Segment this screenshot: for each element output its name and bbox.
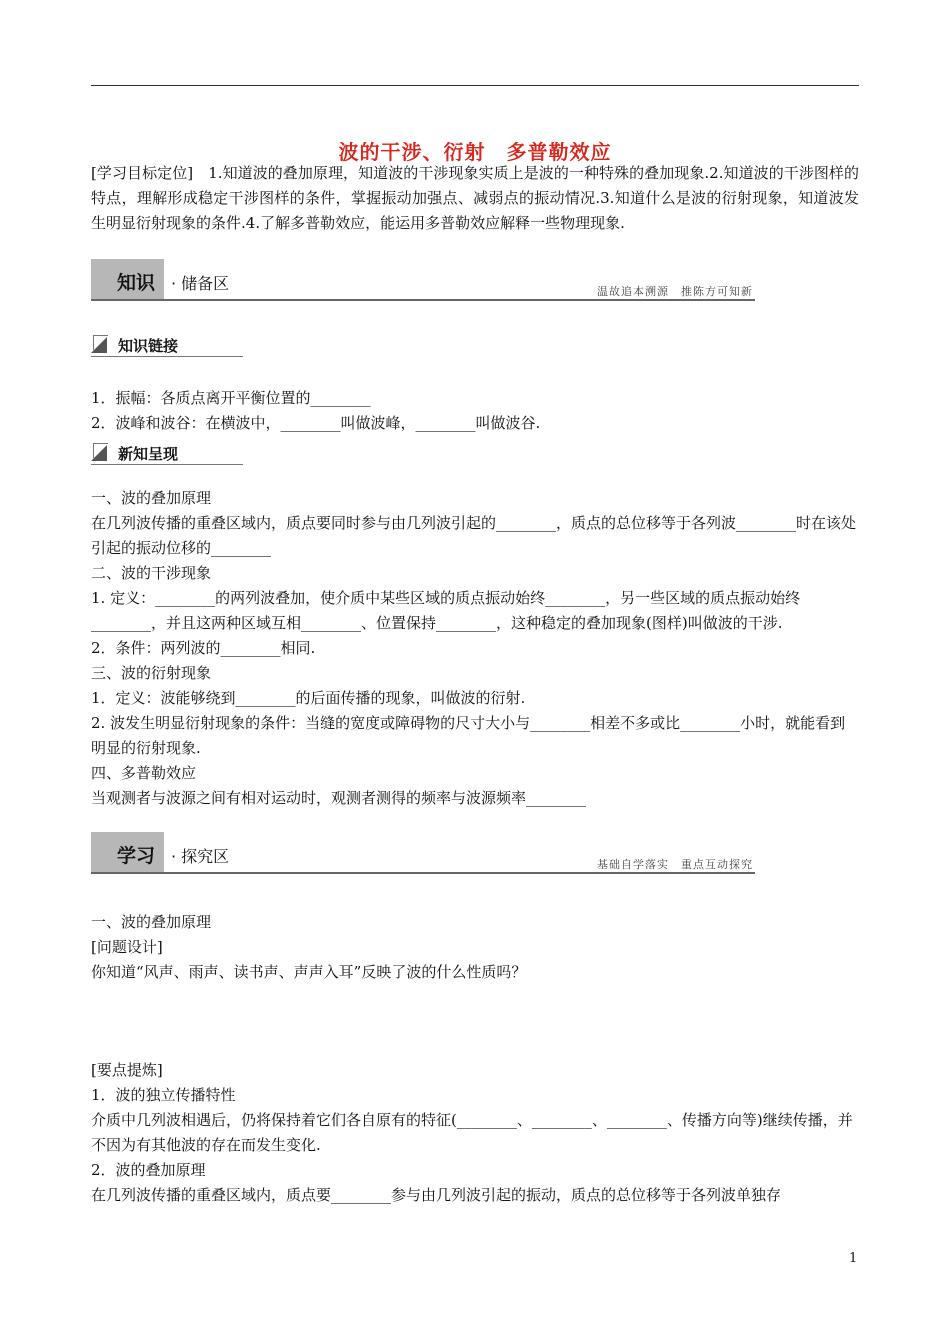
new-paragraph: 当观测者与波源之间有相对运动时，观测者测得的频率与波源频率________	[91, 789, 587, 807]
banner-tag: 基础自学落实 重点互动探究	[597, 858, 753, 871]
new-heading-2: 二、波的干涉现象	[91, 564, 212, 582]
new-heading-4: 四、多普勒效应	[91, 764, 197, 782]
new-heading-3: 三、波的衍射现象	[91, 664, 212, 682]
banner-subtitle: · 储备区	[171, 274, 230, 293]
page-title: 波的干涉、衍射 多普勒效应	[338, 140, 612, 164]
new-heading-1: 一、波的叠加原理	[91, 489, 212, 507]
new-paragraph: 在几列波传播的重叠区域内，质点要同时参与由几列波引起的________，质点的总位移等于各列波________时在该处引起的振动位移的________	[91, 514, 857, 557]
banner-subtitle: · 探究区	[171, 847, 230, 866]
new-paragraph: 1．定义：波能够绕到________的后面传播的现象，叫做波的衍射.	[91, 689, 526, 707]
banner-rule	[91, 299, 755, 301]
point-paragraph: 介质中几列波相遇后，仍将保持着它们各自原有的特征(________、________、________、传播方向等)继续传播，并不因为有其他波的存在而发生变化.	[91, 1111, 853, 1154]
learning-goal: [学习目标定位] 1.知道波的叠加原理，知道波的干涉现象实质上是波的一种特殊的叠加现象.2.知道波的干涉图样的特点，理解形成稳定干涉图样的条件，掌握振动加强点、减弱点的振动情况.3.知道什么是波的衍射现象，知道波发生明显衍射现象的条件.4.了解多普勒效应，能运用多普勒效应解释一些物理现象.	[91, 164, 859, 232]
point-heading-1: 1．波的独立传播特性	[91, 1086, 236, 1104]
section-banner-explore	[91, 832, 755, 874]
point-paragraph: 在几列波传播的重叠区域内，质点要________参与由几列波引起的振动，质点的总位移等于各列波单独存	[91, 1186, 782, 1204]
section-banner-knowledge	[91, 259, 755, 301]
header-rule	[91, 85, 859, 86]
link-item-2: 2．波峰和波谷：在横波中，________叫做波峰，________叫做波谷.	[91, 414, 541, 432]
banner-title: 学习	[117, 845, 156, 867]
banner-tag: 温故追本溯源 推陈方可知新	[597, 285, 753, 298]
point-heading-2: 2．波的叠加原理	[91, 1161, 206, 1179]
new-paragraph: 2．条件：两列波的________相同.	[91, 639, 316, 657]
page-number: 1	[849, 1251, 858, 1266]
subhead-label: 新知呈现	[118, 445, 179, 463]
triangle-icon	[91, 445, 107, 461]
new-paragraph: 2. 波发生明显衍射现象的条件：当缝的宽度或障碍物的尺寸大小与________相差不多或比________小时，就能看到明显的衍射现象.	[91, 714, 846, 757]
new-paragraph: 1. 定义：________的两列波叠加，使介质中某些区域的质点振动始终________，另一些区域的质点振动始终________，并且这两种区域互相________、位置保持________，这种稳定的叠加现象(图样)叫做波的干涉.	[91, 589, 801, 632]
subhead-new-knowledge	[91, 443, 243, 467]
explore-heading: 一、波的叠加原理	[91, 913, 212, 931]
link-item-1: 1．振幅：各质点离开平衡位置的________	[91, 389, 371, 407]
subhead-rule	[91, 464, 243, 465]
subhead-label: 知识链接	[118, 337, 179, 355]
banner-title: 知识	[117, 272, 156, 294]
subhead-rule	[91, 356, 243, 357]
banner-rule	[91, 872, 755, 874]
triangle-icon	[91, 337, 107, 353]
question-text: 你知道“风声、雨声、读书声、声声入耳”反映了波的什么性质吗？	[91, 963, 527, 981]
key-points-label: [要点提炼]	[91, 1061, 163, 1079]
subhead-knowledge-link	[91, 335, 243, 359]
question-design-label: [问题设计]	[91, 938, 163, 956]
